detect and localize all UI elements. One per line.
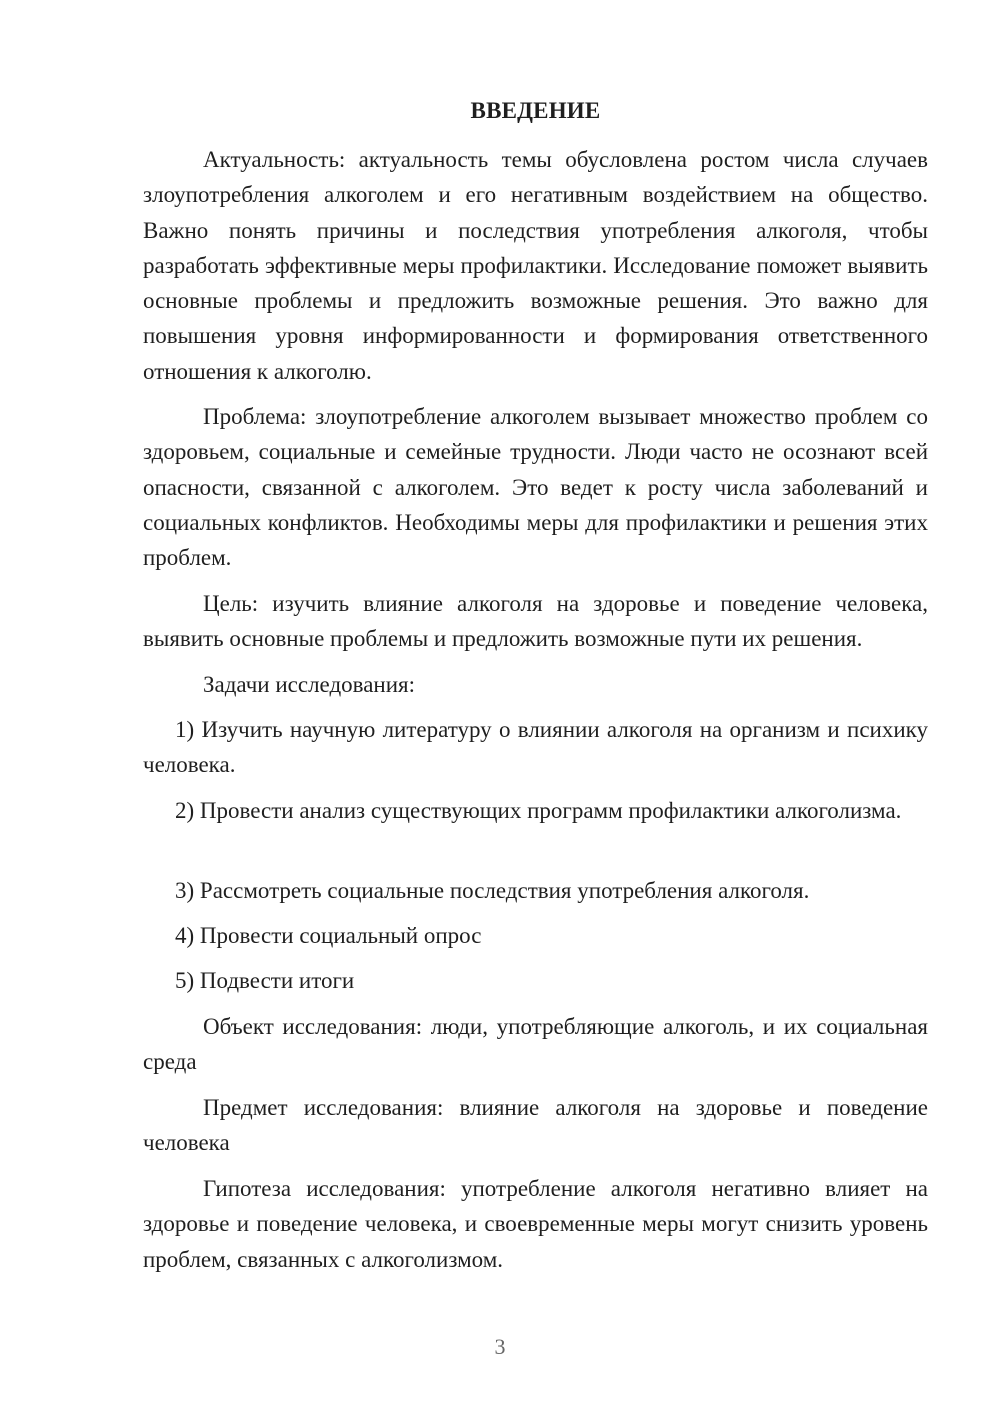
page-number: 3 (494, 1334, 506, 1359)
tasks-heading: Задачи исследования: (203, 672, 416, 697)
task-item-4: 4) Провести социальный опрос (175, 923, 482, 948)
paragraph-subject: Предмет исследования: влияние алкоголя на здоровье и поведение человека (143, 1095, 928, 1156)
paragraph-hypothesis: Гипотеза исследования: употребление алкоголя негативно влияет на здоровье и поведение человека, и своевременные меры могут снизить уровень проблем, связанных с алкоголизмом. (143, 1176, 928, 1272)
task-item-1: 1) Изучить научную литературу о влиянии алкоголя на организм и психику человека. (143, 717, 928, 778)
paragraph-goal: Цель: изучить влияние алкоголя на здоровье и поведение человека, выявить основные проблемы и предложить возможные пути их решения. (143, 591, 928, 652)
section-title: ВВЕДЕНИЕ (470, 98, 601, 123)
task-item-5: 5) Подвести итоги (175, 968, 355, 993)
paragraph-relevance: Актуальность: актуальность темы обусловлена ростом числа случаев злоупотребления алкоголем и его негативным воздействием на общество. Важно понять причины и последствия употребления алкоголя, чтобы разработать эффективные меры профилактики. Исследование поможет выявить основные проблемы и предложить возможные решения. Это важно для повышения уровня информированности и формирования ответственного отношения к алкоголю. (143, 147, 928, 384)
paragraph-problem: Проблема: злоупотребление алкоголем вызывает множество проблем со здоровьем, социальные и семейные трудности. Люди часто не осознают всей опасности, связанной с алкоголем. Это ведет к росту числа заболеваний и социальных конфликтов. Необходимы меры для профилактики и решения этих проблем. (143, 404, 928, 571)
paragraph-object: Объект исследования: люди, употребляющие алкоголь, и их социальная среда (143, 1014, 928, 1075)
task-item-3: 3) Рассмотреть социальные последствия употребления алкоголя. (175, 878, 810, 903)
task-item-2: 2) Провести анализ существующих программ профилактики алкоголизма. (175, 798, 902, 823)
